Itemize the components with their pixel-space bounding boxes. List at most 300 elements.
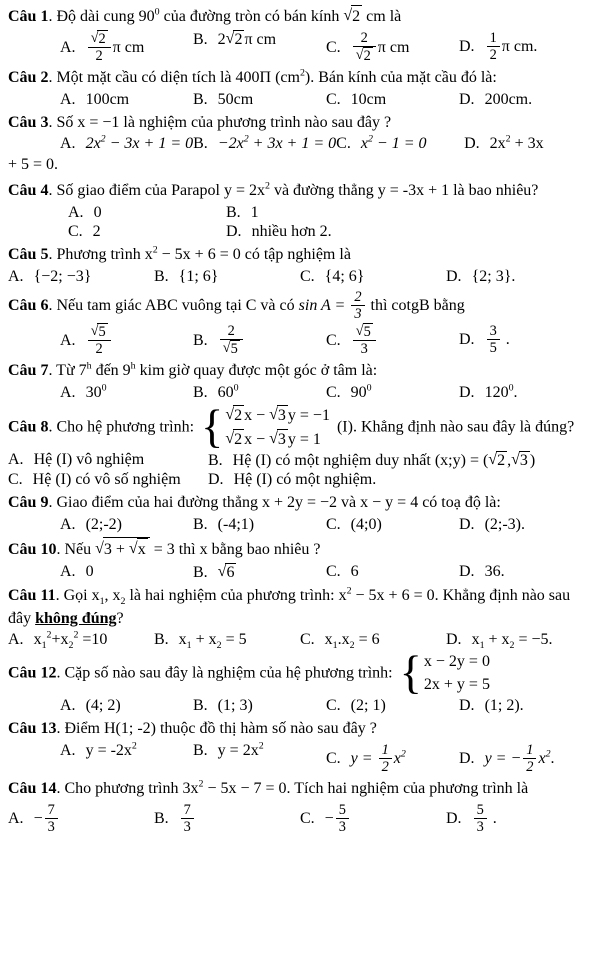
radical-sign: √ (225, 429, 235, 447)
question-stem: Câu 3. Số x = −1 là nghiệm của phương trình nào sau đây ? (8, 113, 392, 131)
option-key: B. (193, 332, 212, 350)
radicand: x (137, 538, 148, 562)
question-label: Câu 2 (8, 68, 49, 86)
question-label: Câu 1 (8, 8, 49, 25)
superscript: 0 (101, 382, 107, 394)
option-D: D. $120^0$. (459, 382, 518, 401)
question-stem: Câu 5. Phương trình $x^2 - 5x + 6 = 0$ có tập nghiệm là (8, 244, 351, 263)
options-row (8, 30, 592, 64)
fraction-denominator: 3 (360, 340, 368, 357)
superscript: 2 (73, 629, 79, 641)
fraction-numerator (88, 323, 111, 341)
question-3 (8, 112, 592, 177)
option-key: C. (326, 696, 345, 714)
question-label: Câu 11 (8, 586, 56, 604)
options-row (8, 802, 592, 835)
superscript: 2 (258, 740, 264, 752)
fraction-numerator: 7 (181, 802, 194, 819)
option-C: C. 10cm (326, 90, 387, 108)
subscript: 2 (68, 640, 74, 652)
option-key: A. (60, 383, 80, 401)
option-A: A. Hệ (I) vô nghiệm (8, 451, 145, 469)
option-C: C. $90^0$ (326, 382, 372, 401)
square-root (356, 47, 373, 64)
option-key: A. (8, 267, 28, 285)
option-key: C. (300, 267, 319, 285)
option-key: A. (60, 38, 80, 56)
subscript: 2 (509, 640, 515, 652)
superscript: 2 (346, 585, 352, 597)
option-key: B. (193, 516, 212, 534)
option-key: A. (68, 203, 88, 221)
option-A: A. $x_1^2+x_2^2 =10$ (8, 629, 108, 652)
options-row (8, 629, 592, 652)
superscript: 2 (243, 134, 249, 146)
option-B (193, 135, 336, 153)
fraction-denominator: 3 (47, 818, 55, 835)
options-row (8, 742, 592, 775)
option-key: A. (60, 696, 80, 714)
question-6 (8, 289, 592, 358)
option-key: C. (68, 222, 87, 240)
superscript: 0 (366, 382, 372, 394)
system-equation: 2x + y = 5 (423, 676, 490, 694)
fraction-numerator: 2 (220, 323, 243, 340)
option-key: D. (464, 135, 484, 153)
radicand: 3 + √x (103, 537, 150, 562)
option-key: A. (60, 90, 80, 108)
square-root (129, 538, 148, 562)
subscript: 1 (332, 640, 338, 652)
question-stem: Câu 7. Từ 7$^h$ đến 9$^h$ kim giờ quay được một góc ở tâm là: (8, 360, 378, 380)
radical-sign: √ (269, 429, 278, 447)
option-A: A. 0 (60, 562, 94, 580)
square-root (511, 451, 530, 470)
option-A: A. 0 (68, 203, 102, 221)
option-B: B. {1; 6} (154, 267, 219, 285)
option-key: A. (60, 562, 80, 580)
superscript: h (86, 360, 92, 372)
square-root (488, 451, 507, 470)
superscript: 0 (233, 382, 239, 394)
fraction (523, 742, 536, 775)
superscript: 2 (400, 748, 406, 760)
equation-system (201, 401, 330, 453)
question-stem: Câu 1. Độ dài cung $90^0$ của đường tròn có bán kính √2 cm là (8, 5, 592, 29)
superscript: 2 (100, 134, 106, 146)
square-root (223, 340, 240, 357)
square-root (91, 30, 108, 47)
fraction (379, 742, 392, 775)
option-A: A. $\frac{√2}{2}$ π cm (60, 29, 145, 64)
fraction (88, 30, 111, 64)
question-5 (8, 244, 592, 286)
option-C: C. 6 (326, 562, 359, 580)
fraction-numerator: 2 (353, 30, 376, 47)
option-A: A. $30^0$ (60, 382, 107, 401)
fraction-denominator (220, 340, 243, 357)
superscript: h (130, 360, 136, 372)
options-row (8, 451, 592, 470)
option-A: A. $y = -2x^2$ (60, 740, 137, 759)
fraction (181, 802, 194, 835)
question-label: Câu 12 (8, 664, 57, 682)
superscript: 2 (367, 134, 373, 146)
options-row (8, 91, 592, 109)
system-lines (225, 405, 330, 451)
option-D: D. $\frac{5}{3}$ . (446, 801, 497, 835)
fraction (487, 323, 500, 356)
option-key: C. (300, 809, 319, 827)
option-key: A. (60, 516, 80, 534)
question-4 (8, 180, 592, 241)
options-row (8, 323, 592, 357)
option-B: B. $60^0$ (193, 382, 239, 401)
option-A: A. − $\frac{7}{3}$ (8, 802, 154, 835)
option-D: D. $x_1 + x_2 = -5$. (446, 631, 553, 652)
option-key: C. (326, 749, 345, 767)
fraction-denominator: 2 (95, 340, 103, 357)
square-root (269, 405, 288, 427)
option-key: C. (326, 516, 345, 534)
option-key: D. (208, 471, 228, 489)
option-C: C. 2 (68, 222, 101, 240)
fraction (353, 323, 376, 357)
option-key: B. (193, 741, 212, 759)
left-brace: { (201, 401, 224, 453)
subscript: 1 (186, 640, 192, 652)
question-stem: Câu 6. Nếu tam giác ABC vuông tại C và có sin A = $\frac{2}{3}$ thì cotgB bằng (8, 288, 465, 322)
question-8 (8, 401, 592, 490)
radical-sign: √ (222, 339, 231, 356)
fraction (474, 802, 487, 835)
question-10 (8, 537, 592, 582)
option-key: B. (193, 383, 212, 401)
option-C: C. (4;0) (326, 516, 382, 534)
question-label: Câu 5 (8, 245, 49, 263)
square-root (225, 405, 244, 427)
radical-sign: √ (90, 322, 99, 339)
option-key: C. (326, 562, 345, 580)
question-stem: Câu 12. Cặp số nào sau đây là nghiệm của hệ phương trình: { x − 2y = 0 2x + y = 5 (8, 648, 490, 700)
question-label: Câu 4 (8, 182, 49, 200)
options-row (8, 697, 592, 715)
radicand: 2 (233, 429, 244, 451)
system-lines (424, 652, 490, 696)
option-A: A. 100cm (60, 90, 130, 108)
radicand: 2 (351, 5, 362, 29)
option-key: B. (193, 135, 212, 153)
option-D: D. y = − $\frac{1}{2}$ $x^2$. (459, 741, 555, 775)
option-D: D. (1; 2). (459, 696, 524, 714)
subscript: 1 (479, 640, 485, 652)
square-root (356, 323, 373, 340)
option-key: D. (459, 749, 479, 767)
question-label: Câu 10 (8, 541, 57, 559)
options-row (8, 223, 592, 241)
question-stem: Câu 11. Gọi $x_1$, $x_2$ là hai nghiệm của phương trình: $x^2 - 5x + 6 = 0$. Khẳng định nào sau đây không đúng? (8, 585, 571, 627)
option-B: B. $y = 2x^2$ (193, 740, 264, 759)
question-stem: Câu 2. Một mặt cầu có diện tích là 400Π $(cm^2)$. Bán kính của mặt cầu đó là: (8, 67, 497, 86)
option-key: C. (326, 90, 345, 108)
option-B (154, 802, 300, 835)
radical-sign: √ (355, 322, 364, 339)
option-key: D. (459, 696, 479, 714)
fraction (45, 802, 58, 835)
radical-sign: √ (128, 540, 138, 558)
option-key: A. (8, 451, 28, 469)
fraction (220, 323, 243, 357)
radicand: 2 (363, 47, 371, 64)
superscript: 2 (265, 180, 270, 192)
fraction-numerator (88, 30, 111, 48)
option-B: B. 2√2 π cm (193, 29, 277, 48)
option-key: D. (226, 222, 246, 240)
fraction (487, 30, 500, 63)
option-key: A. (60, 332, 80, 350)
option-key: C. (336, 135, 355, 153)
question-label: Câu 9 (8, 494, 49, 512)
option-key: B. (193, 696, 212, 714)
option-C: C. Hệ (I) có vô số nghiệm (8, 471, 181, 489)
option-key: B. (193, 563, 212, 581)
option-C: C. $\frac{2}{√2}$ π cm (326, 29, 410, 64)
option-B: B. (1; 3) (193, 696, 253, 714)
option-key: A. (60, 135, 80, 153)
option-C: C. (2; 1) (326, 696, 386, 714)
subscript: 2 (216, 640, 222, 652)
italic-math: y = $\frac{1}{2}$ $x^2$ (350, 741, 406, 775)
fraction-denominator: 3 (354, 305, 362, 322)
question-stem: Câu 13. Điểm H(1; -2) thuộc đồ thị hàm số nào sau đây ? (8, 719, 377, 737)
option-D: D. $\frac{1}{2}$ π cm. (459, 29, 538, 63)
options-row (8, 384, 592, 402)
question-14 (8, 778, 592, 835)
question-label: Câu 3 (8, 113, 49, 131)
option-key: D. (459, 331, 479, 349)
option-C (326, 323, 459, 357)
continuation-line: + 5 = 0. (8, 156, 59, 174)
option-A (60, 323, 193, 357)
fraction-numerator: 7 (45, 802, 58, 819)
option-D: D. nhiều hơn 2. (226, 222, 332, 240)
radicand: 2 (234, 30, 243, 48)
option-D: D. (2;-3). (459, 516, 525, 534)
option-key: C. (8, 471, 27, 489)
fraction-numerator: 1 (487, 30, 500, 47)
fraction-numerator: 1 (523, 742, 536, 759)
fraction (336, 802, 349, 835)
options-row (8, 268, 592, 286)
subscript: 2 (349, 640, 355, 652)
superscript: 2 (545, 748, 551, 760)
question-11 (8, 585, 592, 652)
question-2 (8, 67, 592, 109)
option-D: D. $2x^2 + 3x$ (464, 134, 544, 153)
radicand: 3 (277, 405, 288, 427)
radicand: 2 (98, 30, 106, 47)
option-B (193, 563, 326, 582)
radical-sign: √ (217, 562, 227, 580)
fraction-numerator: 1 (379, 742, 392, 759)
italic-math: y = − $\frac{1}{2}$ $x^2$ (484, 741, 551, 775)
fraction-denominator: 3 (338, 818, 346, 835)
superscript: 0 (508, 382, 514, 394)
option-key: B. (154, 267, 173, 285)
question-7 (8, 360, 592, 402)
option-key: D. (446, 631, 466, 649)
subscript: 1 (99, 596, 105, 607)
radicand: 3 (277, 429, 288, 451)
radicand: 3 (519, 452, 528, 470)
option-B: B. 1 (226, 203, 259, 221)
equation-system (399, 648, 490, 700)
option-A: A. (4; 2) (60, 696, 121, 714)
radical-sign: √ (488, 451, 498, 469)
square-root (269, 429, 288, 451)
option-key: B. (208, 452, 227, 470)
question-label: Câu 7 (8, 362, 49, 380)
radicand: 2 (497, 452, 506, 470)
option-key: A. (8, 631, 28, 649)
option-C: C. {4; 6} (300, 267, 365, 285)
superscript: 2 (46, 629, 52, 641)
option-key: D. (459, 37, 479, 55)
question-label: Câu 6 (8, 296, 49, 314)
fraction (353, 30, 376, 64)
fraction-numerator: 5 (474, 802, 487, 819)
superscript: 2 (505, 134, 511, 146)
option-key: B. (226, 203, 245, 221)
option-A: A. {−2; −3} (8, 267, 92, 285)
italic-math: sin A = $\frac{2}{3}$ (299, 297, 367, 314)
option-key: D. (459, 516, 479, 534)
system-equation: √2 x − √3 y = −1 (225, 405, 330, 427)
square-root (218, 563, 237, 582)
italic-math: $2x^2 - 3x + 1 = 0$ (85, 134, 194, 153)
question-12 (8, 648, 592, 715)
radicand: 5 (230, 340, 238, 357)
superscript: 2 (299, 67, 305, 79)
option-B (193, 323, 326, 357)
radicand: 5 (98, 323, 106, 340)
fraction-numerator: 2 (351, 289, 364, 306)
option-key: C. (326, 332, 345, 350)
option-D: D. $\frac{3}{5}$ . (459, 322, 510, 356)
question-13 (8, 718, 592, 775)
fraction-numerator: 3 (487, 323, 500, 340)
superscript: 2 (198, 778, 204, 790)
radicand: 6 (226, 563, 235, 581)
bold-underline-text: không đúng (35, 609, 117, 627)
superscript: 2 (131, 740, 137, 752)
system-equation: x − 2y = 0 (423, 653, 490, 671)
question-stem: Câu 8. Cho hệ phương trình: { √2 x − √3 y = −1 √2 x − √3 y = 1 (I). Khẳng định nào sau đây là đúng? (8, 401, 575, 453)
option-key: A. (60, 741, 80, 759)
option-A (60, 135, 193, 153)
italic-math: $x^2 - 1 = 0$ (360, 134, 427, 153)
square-root (343, 5, 362, 29)
fraction-denominator: 2 (95, 47, 103, 64)
superscript: 0 (154, 6, 160, 18)
question-label: Câu 13 (8, 719, 57, 737)
fraction-denominator: 2 (381, 758, 389, 775)
radicand: 5 (363, 323, 371, 340)
option-B: B. (-4;1) (193, 516, 255, 534)
options-row (8, 516, 592, 534)
fraction-numerator (353, 323, 376, 341)
fraction-denominator: 2 (526, 758, 534, 775)
option-key: D. (446, 267, 466, 285)
option-C: C. − $\frac{5}{3}$ (300, 802, 446, 835)
option-key: C. (326, 383, 345, 401)
fraction-denominator (353, 47, 376, 64)
options-row (8, 204, 592, 222)
option-B: B. $x_1 + x_2 = 5$ (154, 631, 247, 652)
question-1 (8, 5, 592, 64)
fraction-denominator: 3 (183, 818, 191, 835)
radical-sign: √ (95, 540, 104, 558)
option-D: D. Hệ (I) có một nghiệm. (208, 471, 377, 489)
question-label: Câu 14 (8, 779, 57, 797)
options-row (8, 563, 592, 582)
square-root (95, 537, 150, 562)
option-key: B. (193, 30, 212, 48)
square-root (91, 323, 108, 340)
question-9 (8, 492, 592, 534)
square-root (225, 429, 244, 451)
option-key: D. (446, 809, 466, 827)
options-row (8, 471, 592, 489)
fraction (351, 289, 364, 322)
superscript: 2 (152, 244, 158, 256)
option-key: A. (8, 809, 28, 827)
fraction (88, 323, 111, 357)
question-list (8, 5, 592, 835)
option-D: D. 200cm. (459, 90, 533, 108)
option-B: B. 50cm (193, 90, 254, 108)
option-C: C. $x_1.x_2 = 6$ (300, 631, 380, 652)
subscript: 1 (41, 640, 47, 652)
option-C (336, 135, 464, 153)
option-key: D. (459, 383, 479, 401)
option-key: D. (459, 562, 479, 580)
option-B: B. Hệ (I) có một nghiệm duy nhất (x;y) = (√2 ,√3 ) (208, 451, 536, 470)
options-row (8, 135, 592, 153)
fraction-denominator: 2 (489, 46, 497, 63)
square-root (226, 30, 245, 49)
option-key: B. (154, 809, 173, 827)
option-C (326, 742, 459, 775)
left-brace: { (399, 648, 422, 700)
question-stem: Câu 10. Nếu √3 + √x = 3 thì x bằng bao nhiêu ? (8, 537, 592, 562)
question-label: Câu 8 (8, 418, 49, 436)
fraction-denominator: 5 (489, 339, 497, 356)
italic-math: $-2x^2 + 3x + 1 = 0$ (217, 134, 337, 153)
fraction-numerator: 5 (336, 802, 349, 819)
option-key: C. (300, 631, 319, 649)
radical-sign: √ (269, 405, 278, 423)
fraction-denominator: 3 (476, 818, 484, 835)
question-stem: Câu 9. Giao điểm của hai đường thẳng x + 2y = −2 và x − y = 4 có toạ độ là: (8, 494, 501, 512)
radical-sign: √ (355, 46, 364, 63)
option-key: D. (459, 90, 479, 108)
question-stem: Câu 14. Cho phương trình $3x^2 - 5x - 7 = 0$. Tích hai nghiệm của phương trình là (8, 778, 529, 797)
option-A: A. (2;-2) (60, 516, 122, 534)
option-key: B. (154, 631, 173, 649)
radical-sign: √ (511, 451, 520, 469)
option-D: D. 36. (459, 562, 505, 580)
